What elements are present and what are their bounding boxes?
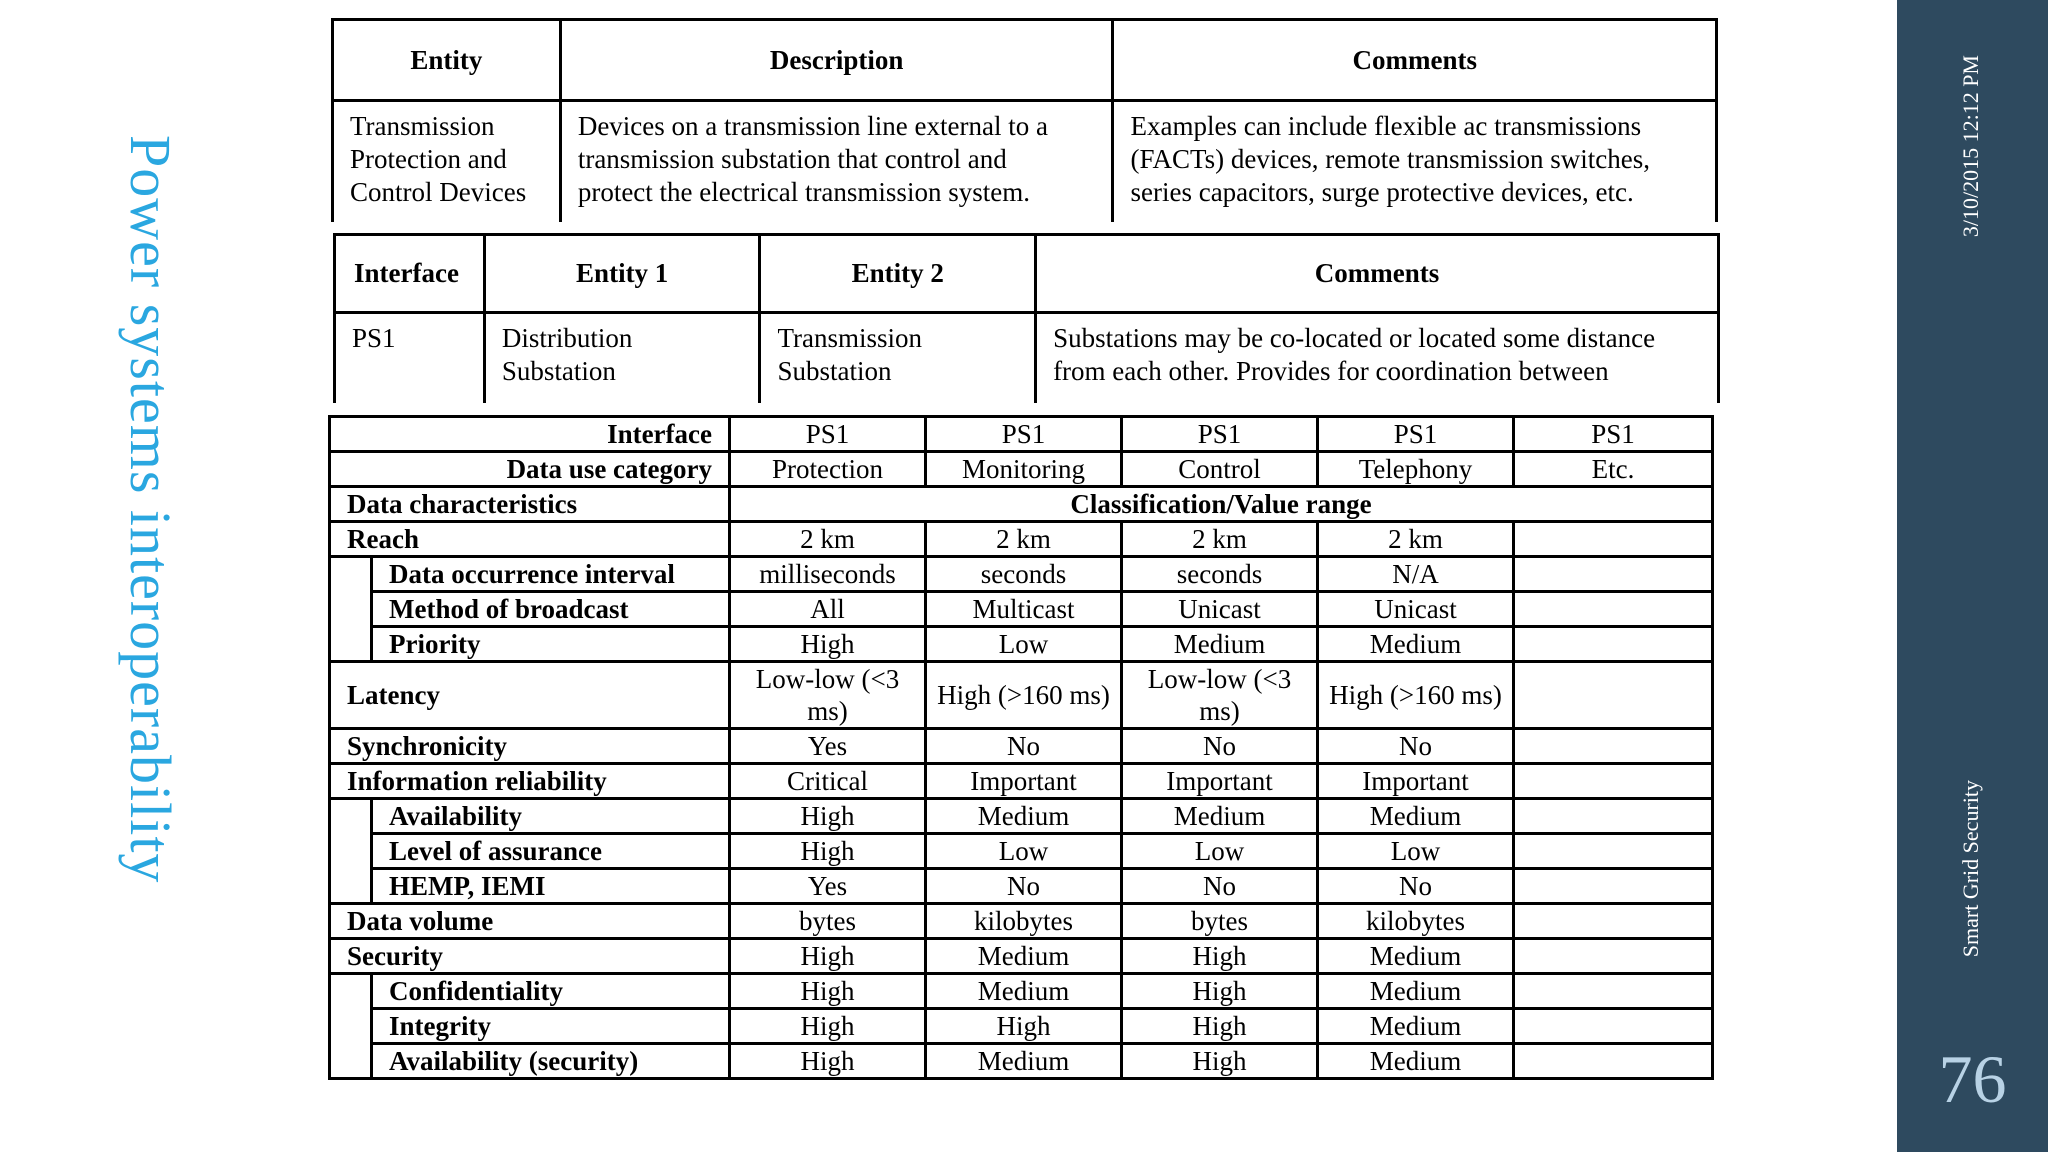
row-sublabel: Confidentiality xyxy=(372,974,730,1009)
table-row xyxy=(330,764,1713,799)
table-row xyxy=(330,1044,1713,1079)
description-cell xyxy=(560,101,1113,223)
value-cell: High xyxy=(730,939,926,974)
comments-line: series capacitors, surge protective devices, etc. xyxy=(1130,177,1634,207)
indent-cell xyxy=(330,834,372,869)
entity-line: Control Devices xyxy=(350,177,527,207)
table-row xyxy=(330,799,1713,834)
value-cell xyxy=(1514,557,1713,592)
value-cell: Medium xyxy=(1122,627,1318,662)
description-line: transmission substation that control and xyxy=(577,144,1007,174)
value-cell: Medium xyxy=(1318,974,1514,1009)
value-cell: High xyxy=(926,1009,1122,1044)
value-cell: Medium xyxy=(1318,627,1514,662)
row-sublabel: Integrity xyxy=(372,1009,730,1044)
value-cell: Low xyxy=(1318,834,1514,869)
indent-cell xyxy=(330,557,372,592)
value-cell: Medium xyxy=(926,939,1122,974)
row-label: Synchronicity xyxy=(330,729,730,764)
value-cell: No xyxy=(926,869,1122,904)
row-sublabel: Level of assurance xyxy=(372,834,730,869)
value-cell xyxy=(1514,764,1713,799)
interface-table xyxy=(333,233,1720,403)
table-row xyxy=(330,522,1713,557)
value-cell: Low xyxy=(1122,834,1318,869)
table-row xyxy=(330,1009,1713,1044)
value-cell: bytes xyxy=(1122,904,1318,939)
interface-label: Interface xyxy=(330,417,730,452)
value-cell: High xyxy=(730,1044,926,1079)
table-row xyxy=(330,904,1713,939)
value-cell: High xyxy=(1122,939,1318,974)
category-value: Telephony xyxy=(1318,452,1514,487)
table-row xyxy=(330,557,1713,592)
value-cell xyxy=(1514,1044,1713,1079)
entity2-cell xyxy=(760,313,1036,404)
value-cell xyxy=(1514,592,1713,627)
interface-value: PS1 xyxy=(1514,417,1713,452)
comments-line: Substations may be co-located or located some distance xyxy=(1053,323,1656,353)
value-cell: Yes xyxy=(730,869,926,904)
comments-cell xyxy=(1113,101,1717,223)
entity-table xyxy=(331,18,1718,222)
value-cell: Multicast xyxy=(926,592,1122,627)
value-cell: No xyxy=(1318,729,1514,764)
indent-cell xyxy=(330,1009,372,1044)
interface-value: PS1 xyxy=(1318,417,1514,452)
value-cell: High xyxy=(730,627,926,662)
row-label: Security xyxy=(330,939,730,974)
comments-line: (FACTs) devices, remote transmission switches, xyxy=(1130,144,1651,174)
value-cell xyxy=(1514,904,1713,939)
value-cell: Low-low (<3 ms) xyxy=(1122,662,1318,729)
value-cell: kilobytes xyxy=(926,904,1122,939)
comments-cell xyxy=(1036,313,1719,404)
value-cell: Low-low (<3 ms) xyxy=(730,662,926,729)
table-row xyxy=(330,662,1713,729)
value-cell xyxy=(1514,1009,1713,1044)
header-entity1: Entity 1 xyxy=(484,235,760,313)
comments-line: from each other. Provides for coordination between xyxy=(1053,356,1609,386)
value-cell xyxy=(1514,522,1713,557)
classification-label: Classification/Value range xyxy=(730,487,1713,522)
row-sublabel: Availability (security) xyxy=(372,1044,730,1079)
table-row xyxy=(330,627,1713,662)
table-row xyxy=(330,974,1713,1009)
value-cell: milliseconds xyxy=(730,557,926,592)
slide-footer: Smart Grid Security xyxy=(1958,780,1983,958)
indent-cell xyxy=(330,592,372,627)
value-cell xyxy=(1514,729,1713,764)
page-number: 76 xyxy=(1938,1041,2007,1117)
table-row xyxy=(330,869,1713,904)
data-characteristics-table xyxy=(328,415,1714,1080)
value-cell: Important xyxy=(926,764,1122,799)
value-cell: Medium xyxy=(1318,939,1514,974)
header-comments: Comments xyxy=(1113,20,1717,101)
indent-cell xyxy=(330,869,372,904)
value-cell xyxy=(1514,834,1713,869)
value-cell: High xyxy=(730,834,926,869)
entity-line: Transmission xyxy=(350,111,495,141)
category-value: Protection xyxy=(730,452,926,487)
entity1-cell xyxy=(484,313,760,404)
value-cell: 2 km xyxy=(926,522,1122,557)
value-cell: Medium xyxy=(1122,799,1318,834)
value-cell xyxy=(1514,662,1713,729)
entity1-line: Substation xyxy=(501,356,616,386)
value-cell: No xyxy=(926,729,1122,764)
category-value: Monitoring xyxy=(926,452,1122,487)
row-sublabel: HEMP, IEMI xyxy=(372,869,730,904)
entity-line: Protection and xyxy=(350,144,507,174)
entity1-line: Distribution xyxy=(501,323,633,353)
row-sublabel: Method of broadcast xyxy=(372,592,730,627)
value-cell: Medium xyxy=(1318,799,1514,834)
table-row xyxy=(330,939,1713,974)
interface-cell: PS1 xyxy=(335,313,485,404)
indent-cell xyxy=(330,974,372,1009)
value-cell: No xyxy=(1122,869,1318,904)
header-description: Description xyxy=(560,20,1113,101)
row-sublabel: Availability xyxy=(372,799,730,834)
value-cell: N/A xyxy=(1318,557,1514,592)
value-cell: No xyxy=(1122,729,1318,764)
comments-line: Examples can include flexible ac transmissions xyxy=(1130,111,1642,141)
value-cell xyxy=(1514,974,1713,1009)
value-cell: Important xyxy=(1122,764,1318,799)
row-label: Latency xyxy=(330,662,730,729)
value-cell: Low xyxy=(926,834,1122,869)
value-cell: Unicast xyxy=(1122,592,1318,627)
value-cell: High xyxy=(730,974,926,1009)
value-cell: No xyxy=(1318,869,1514,904)
value-cell: 2 km xyxy=(1122,522,1318,557)
category-value: Control xyxy=(1122,452,1318,487)
value-cell: 2 km xyxy=(730,522,926,557)
value-cell: bytes xyxy=(730,904,926,939)
value-cell: All xyxy=(730,592,926,627)
row-label: Reach xyxy=(330,522,730,557)
interface-value: PS1 xyxy=(730,417,926,452)
slide-date: 3/10/2015 12:12 PM xyxy=(1958,55,1983,238)
category-label: Data use category xyxy=(330,452,730,487)
header-entity2: Entity 2 xyxy=(760,235,1036,313)
interface-value: PS1 xyxy=(1122,417,1318,452)
header-interface: Interface xyxy=(335,235,485,313)
value-cell: Medium xyxy=(926,1044,1122,1079)
entity-cell xyxy=(333,101,561,223)
table-row xyxy=(330,592,1713,627)
indent-cell xyxy=(330,627,372,662)
value-cell: High xyxy=(730,799,926,834)
description-line: Devices on a transmission line external to a xyxy=(577,111,1048,141)
row-label: Information reliability xyxy=(330,764,730,799)
value-cell: Unicast xyxy=(1318,592,1514,627)
value-cell: High (>160 ms) xyxy=(926,662,1122,729)
value-cell: High xyxy=(730,1009,926,1044)
value-cell: 2 km xyxy=(1318,522,1514,557)
characteristics-label: Data characteristics xyxy=(330,487,730,522)
value-cell: High (>160 ms) xyxy=(1318,662,1514,729)
header-entity: Entity xyxy=(333,20,561,101)
value-cell: seconds xyxy=(1122,557,1318,592)
header-comments: Comments xyxy=(1036,235,1719,313)
value-cell: seconds xyxy=(926,557,1122,592)
category-value: Etc. xyxy=(1514,452,1713,487)
value-cell: Yes xyxy=(730,729,926,764)
value-cell: kilobytes xyxy=(1318,904,1514,939)
indent-cell xyxy=(330,1044,372,1079)
entity2-line: Transmission xyxy=(777,323,922,353)
value-cell: Critical xyxy=(730,764,926,799)
value-cell xyxy=(1514,869,1713,904)
table-row xyxy=(330,729,1713,764)
indent-cell xyxy=(330,799,372,834)
value-cell xyxy=(1514,627,1713,662)
value-cell: High xyxy=(1122,1009,1318,1044)
value-cell: Low xyxy=(926,627,1122,662)
value-cell xyxy=(1514,939,1713,974)
value-cell: Medium xyxy=(926,799,1122,834)
value-cell: High xyxy=(1122,974,1318,1009)
value-cell: Medium xyxy=(1318,1009,1514,1044)
value-cell: Medium xyxy=(926,974,1122,1009)
value-cell: Important xyxy=(1318,764,1514,799)
value-cell: High xyxy=(1122,1044,1318,1079)
description-line: protect the electrical transmission system. xyxy=(577,177,1030,207)
row-sublabel: Data occurrence interval xyxy=(372,557,730,592)
row-label: Data volume xyxy=(330,904,730,939)
value-cell: Medium xyxy=(1318,1044,1514,1079)
slide-title: Power systems interoperability xyxy=(118,135,183,884)
value-cell xyxy=(1514,799,1713,834)
entity2-line: Substation xyxy=(777,356,892,386)
interface-value: PS1 xyxy=(926,417,1122,452)
table-row xyxy=(330,834,1713,869)
row-sublabel: Priority xyxy=(372,627,730,662)
